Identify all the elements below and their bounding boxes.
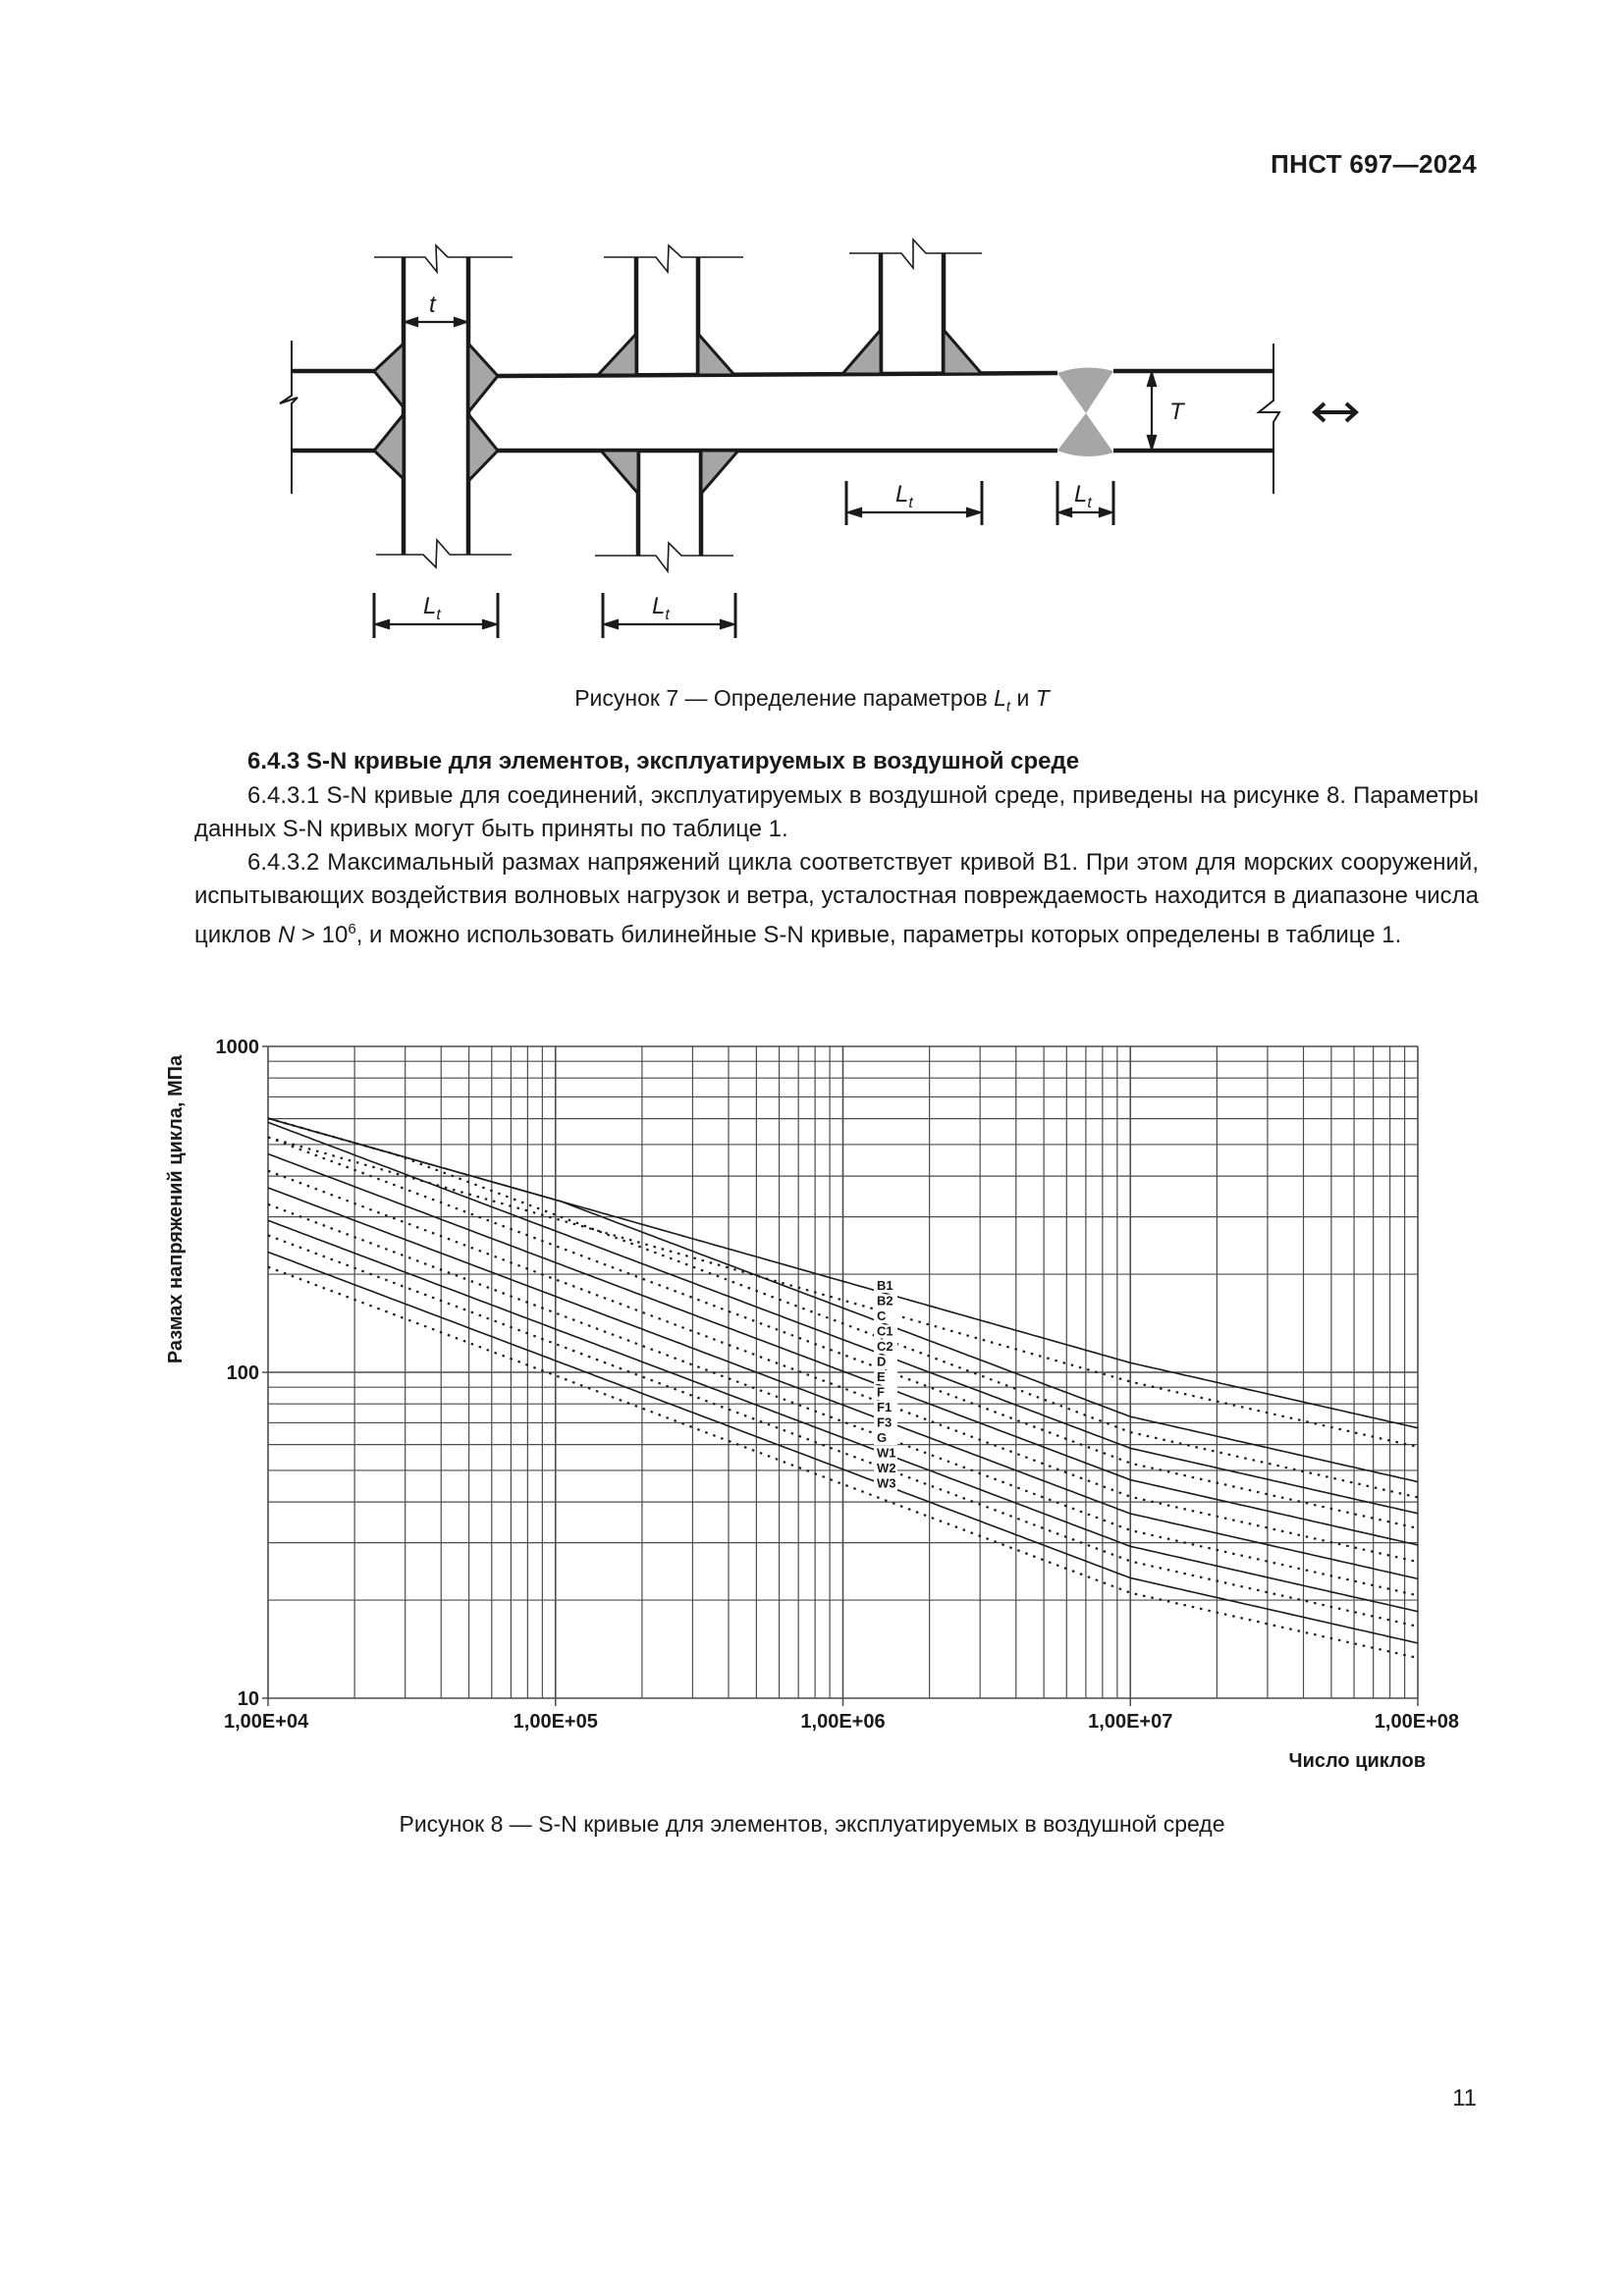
legend-label-w1: W1 bbox=[877, 1445, 896, 1461]
figure-7-diagram bbox=[0, 0, 1624, 687]
legend-label-e: E bbox=[877, 1369, 886, 1384]
y-tick-label: 10 bbox=[237, 1688, 259, 1710]
label-Lt-2: $L_t$ bbox=[652, 593, 670, 623]
document-code-header: ПНСТ 697—2024 bbox=[1271, 149, 1477, 179]
y-tick-label: 1000 bbox=[215, 1037, 259, 1058]
legend-label-d: D bbox=[877, 1354, 887, 1369]
label-T: T bbox=[1169, 399, 1184, 425]
label-Lt-1: $L_t$ bbox=[423, 593, 441, 623]
fillet-welds bbox=[374, 330, 982, 494]
butt-weld bbox=[1057, 367, 1113, 456]
paragraph-6-4-3-2: 6.4.3.2 Максимальный размах напряжений цикла соответствует кривой B1. При этом для морских сооружений, испытывающих воздействия волновых нагрузок и ветра, усталостная повреждаемость находится в диапазоне числа циклов $N > 10^6$, и можно использовать билинейные S-N кривые, параметры которых определены в таблице 1. bbox=[194, 849, 1479, 948]
legend-label-c2: C2 bbox=[877, 1339, 893, 1354]
paragraph-6-4-3-1: 6.4.3.1 S-N кривые для соединений, эксплуатируемых в воздушной среде, приведены на рисунке 8. Параметры данных S-N кривых могут быть приняты по таблице 1. bbox=[194, 782, 1479, 842]
break-line-left bbox=[280, 341, 298, 494]
label-Lt-4: $L_t$ bbox=[1074, 481, 1092, 511]
x-tick-label: 1,00E+06 bbox=[800, 1711, 886, 1733]
legend-label-g: G bbox=[877, 1430, 888, 1445]
legend-label-f3: F3 bbox=[877, 1415, 893, 1430]
chart-axis-ticks bbox=[216, 1037, 1460, 1733]
legend-label-c1: C1 bbox=[877, 1323, 893, 1339]
figure-8-caption: Рисунок 8 — S-N кривые для элементов, эксплуатируемых в воздушной среде bbox=[399, 1811, 1225, 1837]
label-Lt-3: $L_t$ bbox=[895, 481, 913, 511]
page-number: 11 bbox=[1452, 2085, 1477, 2111]
break-line-right bbox=[1259, 344, 1279, 494]
legend-label-f: F bbox=[877, 1384, 885, 1400]
section-heading: 6.4.3 S-N кривые для элементов, эксплуатируемых в воздушной среде bbox=[247, 748, 1080, 774]
legend-label-b2: B2 bbox=[877, 1293, 893, 1308]
figure-7-caption: Рисунок 7 — Определение параметров $L_t$ и T bbox=[574, 685, 1050, 716]
chart-legend bbox=[874, 1278, 897, 1491]
label-t: t bbox=[429, 292, 436, 318]
legend-label-b1: B1 bbox=[877, 1278, 893, 1293]
double-arrow-icon bbox=[1315, 403, 1356, 421]
legend-label-w2: W2 bbox=[877, 1461, 896, 1475]
legend-label-w3: W3 bbox=[877, 1475, 896, 1491]
x-tick-label: 1,00E+04 bbox=[224, 1711, 309, 1733]
y-tick-label: 100 bbox=[226, 1362, 259, 1384]
x-axis-label: Число циклов bbox=[1288, 1750, 1426, 1772]
x-tick-label: 1,00E+08 bbox=[1374, 1711, 1459, 1733]
x-tick-label: 1,00E+05 bbox=[513, 1711, 598, 1733]
chart-grid bbox=[268, 1046, 1418, 1698]
x-tick-label: 1,00E+07 bbox=[1088, 1711, 1173, 1733]
legend-label-f1: F1 bbox=[877, 1400, 893, 1415]
legend-label-c: C bbox=[877, 1308, 887, 1323]
sn-curves-chart bbox=[0, 1021, 1624, 1806]
y-axis-label: Размах напряжений цикла, МПа bbox=[165, 1054, 187, 1364]
